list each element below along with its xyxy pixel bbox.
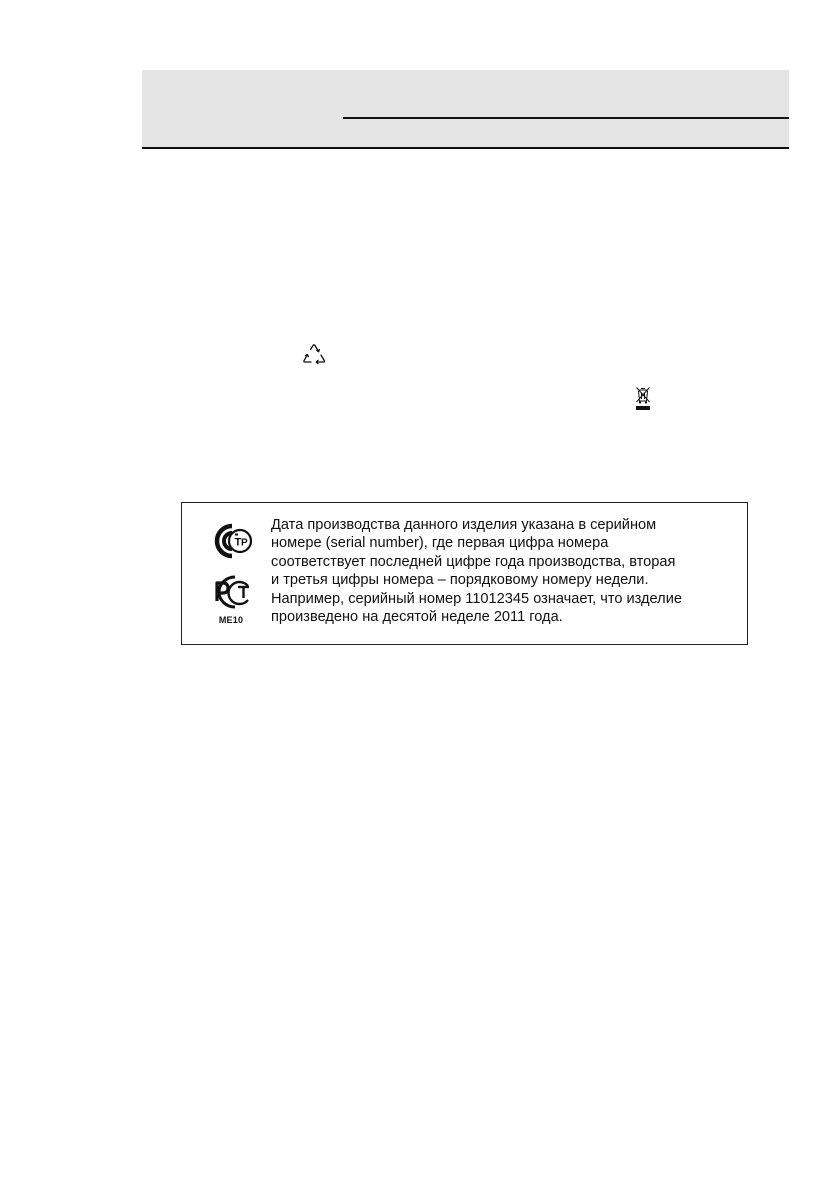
certification-code: ME10 — [218, 615, 244, 625]
svg-text:T: T — [234, 536, 242, 549]
notice-line: Дата производства данного изделия указана в серийном — [271, 517, 657, 533]
recycle-icon — [301, 343, 327, 369]
notice-line: и третья цифры номера – порядковому номеру недели. — [271, 572, 649, 589]
notice-line: Например, серийный номер 11012345 означает, что изделие — [271, 590, 682, 607]
svg-text:P: P — [241, 537, 248, 549]
notice-line: соответствует последней цифре года производства, вторая — [271, 553, 676, 570]
production-date-notice — [181, 502, 748, 645]
header-bottom-rule — [142, 147, 789, 149]
notice-line: номере (serial number), где первая цифра номера — [271, 535, 609, 552]
notice-line: произведено на десятой неделе 2011 года. — [271, 609, 563, 626]
header-band — [142, 70, 789, 148]
production-date-text — [271, 516, 741, 626]
crossed-out-wheelie-bin-icon — [633, 385, 653, 411]
header-rule — [343, 117, 789, 119]
rostest-pct-mark-icon — [205, 573, 253, 611]
eac-certification-mark-icon — [205, 520, 253, 562]
